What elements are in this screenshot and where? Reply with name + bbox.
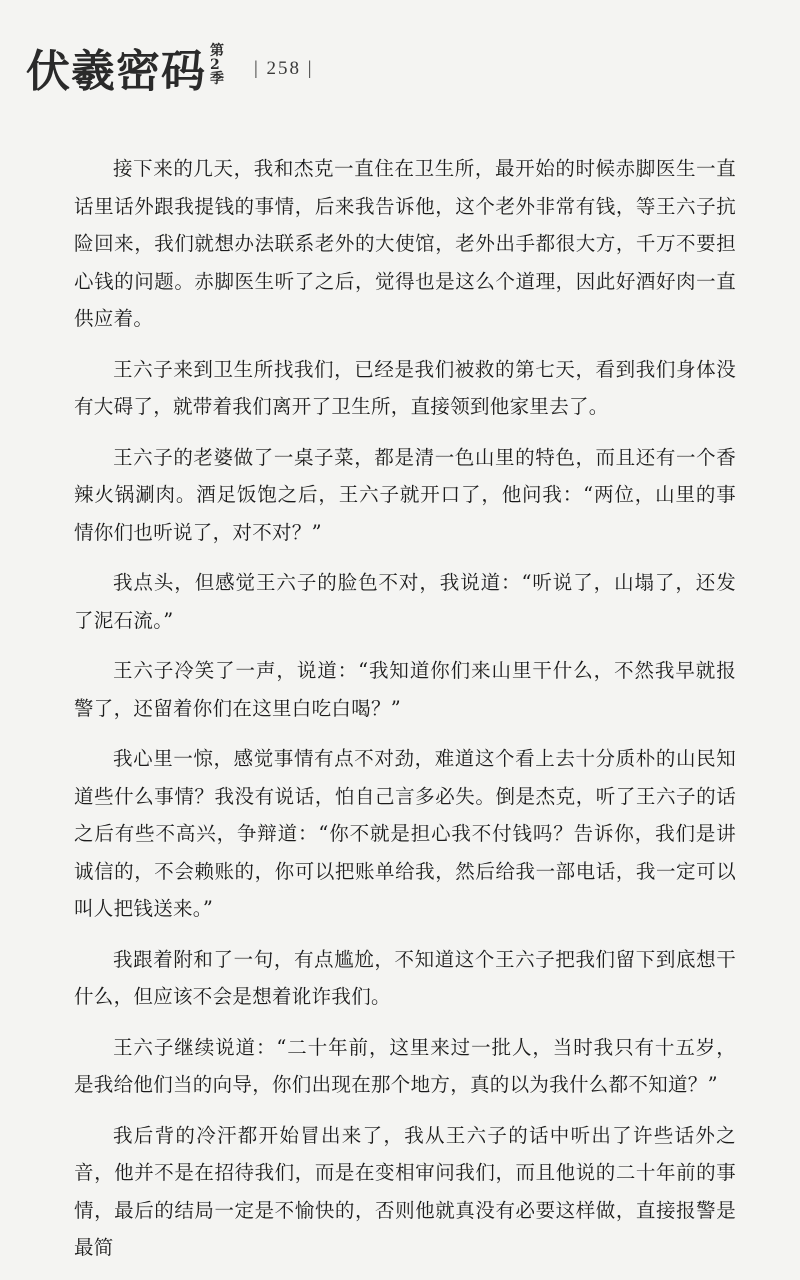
season-label: 第2季 [210,43,224,87]
paragraph: 接下来的几天，我和杰克一直住在卫生所，最开始的时候赤脚医生一直话里话外跟我提钱的事情，后来我告诉他，这个老外非常有钱，等王六子抗险回来，我们就想办法联系老外的大使馆，老外出手都很大方，千万不要担心钱的问题。赤脚医生听了之后，觉得也是这么个道理，因此好酒好肉一直供应着。 [74,157,736,330]
paragraph: 王六子的老婆做了一桌子菜，都是清一色山里的特色，而且还有一个香辣火锅涮肉。酒足饭饱之后，王六子就开口了，他问我：“两位，山里的事情你们也听说了，对不对？” [74,445,736,544]
paragraph: 我心里一惊，感觉事情有点不对劲，难道这个看上去十分质朴的山民知道些什么事情？我没有说话，怕自己言多必失。倒是杰克，听了王六子的话之后有些不高兴，争辩道：“你不就是担心我不付钱吗？告诉你，我们是讲诚信的，不会赖账的，你可以把账单给我，然后给我一部电话，我一定可以叫人把钱送来。” [74,747,736,920]
paragraph: 我点头，但感觉王六子的脸色不对，我说道：“听说了，山塌了，还发了泥石流。” [74,571,736,632]
page-number: | 258 | [254,58,314,79]
paragraph: 我后背的冷汗都开始冒出来了，我从王六子的话中听出了许些话外之音，他并不是在招待我们，而是在变相审问我们，而且他说的二十年前的事情，最后的结局一定是不愉快的，否则他就真没有必要这样做，直接报警是最简 [74,1123,736,1259]
paragraph: 我跟着附和了一句，有点尴尬，不知道这个王六子把我们留下到底想干什么，但应该不会是想着讹诈我们。 [74,947,736,1008]
paragraph: 王六子继续说道：“二十年前，这里来过一批人，当时我只有十五岁，是我给他们当的向导，你们出现在那个地方，真的以为我什么都不知道？” [74,1035,736,1096]
book-title: 伏羲密码 [26,46,206,97]
running-header [26,38,314,98]
body-text [74,150,736,1280]
paragraph: 王六子来到卫生所找我们，已经是我们被救的第七天，看到我们身体没有大碍了，就带着我们离开了卫生所，直接领到他家里去了。 [74,357,736,418]
paragraph: 王六子冷笑了一声，说道：“我知道你们来山里干什么，不然我早就报警了，还留着你们在这里白吃白喝？” [74,659,736,720]
